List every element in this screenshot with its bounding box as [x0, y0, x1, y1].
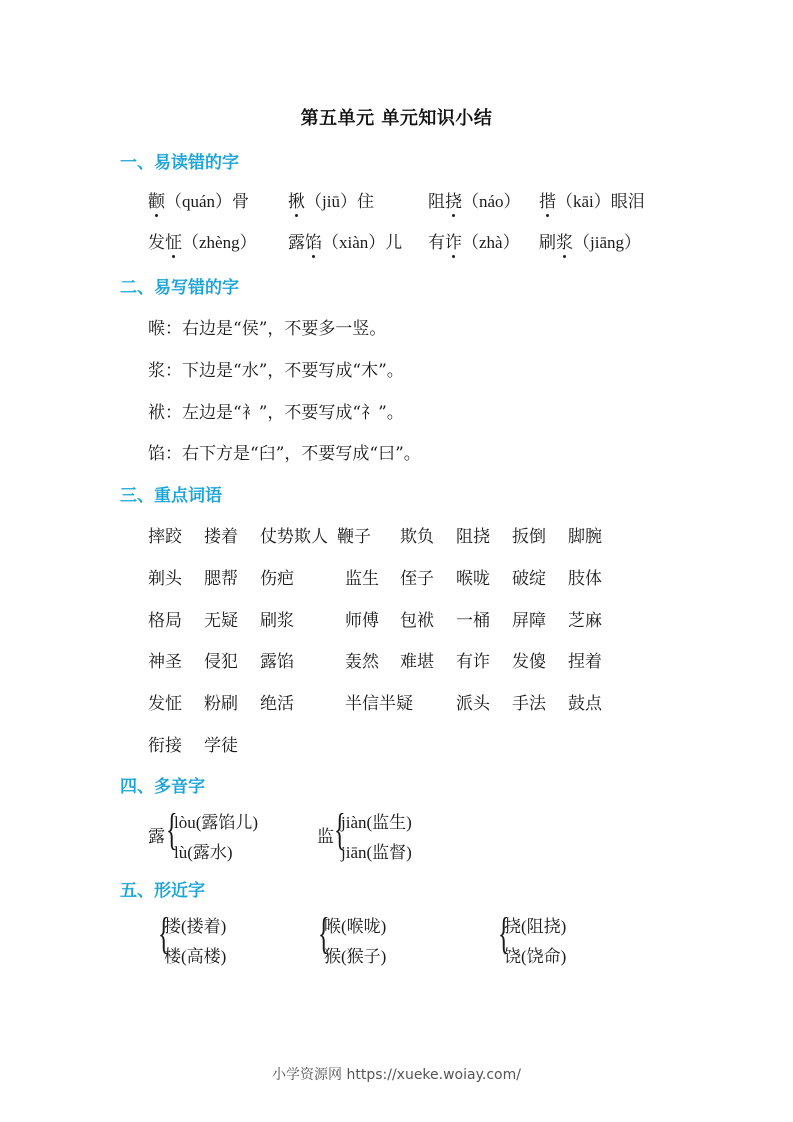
reading-2: lù(露水) — [174, 843, 233, 862]
vocab-word: 格局 — [148, 611, 182, 631]
vocab-word: 脚腕 — [568, 527, 602, 547]
text: 骨 — [232, 192, 250, 212]
section5-heading: 五、形近字 — [120, 881, 205, 901]
vocab-word: 轰然 — [345, 652, 379, 672]
vocab-word: 无疑 — [204, 611, 238, 631]
vocab-word: 肢体 — [568, 569, 602, 589]
dotted-char: 馅 — [305, 228, 322, 253]
reading-2: jiān(监督) — [341, 843, 412, 862]
reading-1: lòu(露馅儿) — [174, 813, 259, 832]
pinyin: （jiū） — [305, 192, 357, 211]
vocab-word: 侵犯 — [204, 652, 238, 672]
vocab-word: 师傅 — [345, 611, 379, 631]
note-line: 馅：右下方是“臼”，不要写成“曰”。 — [148, 444, 421, 464]
pinyin: （náo） — [462, 192, 521, 211]
text: 发 — [148, 233, 165, 253]
vocab-word: 屏障 — [512, 611, 546, 631]
vocab-word: 扳倒 — [512, 527, 546, 547]
vocab-word: 刷浆 — [260, 611, 294, 631]
reading-1: jiàn(监生) — [341, 813, 412, 832]
dotted-char: 挠 — [445, 187, 462, 212]
dotted-char: 颧 — [148, 187, 165, 212]
vocab-word: 手法 — [512, 694, 546, 714]
pinyin: （zhà） — [462, 233, 520, 252]
pinyin-item — [428, 228, 520, 253]
polyphone-char: 露 — [148, 827, 165, 847]
vocab-word: 侄子 — [400, 569, 434, 589]
text: 眼泪 — [610, 192, 645, 212]
pinyin-item — [148, 187, 249, 212]
vocab-word: 腮帮 — [204, 569, 238, 589]
vocab-word: 神圣 — [148, 652, 182, 672]
vocab-word: 粉刷 — [204, 694, 238, 714]
dotted-char: 揪 — [288, 187, 305, 212]
vocab-word: 捏着 — [568, 652, 602, 672]
char-1: 搂(搂着) — [164, 917, 227, 936]
text: 阻 — [428, 192, 445, 212]
vocab-word: 喉咙 — [456, 569, 490, 589]
dotted-char: 揩 — [539, 187, 556, 212]
pinyin-item — [148, 228, 257, 253]
text: 有 — [428, 233, 445, 253]
char-1: 喉(喉咙) — [324, 917, 387, 936]
pinyin-item — [288, 187, 374, 212]
vocab-word: 绝活 — [260, 694, 294, 714]
vocab-word: 监生 — [345, 569, 379, 589]
polyphone-char: 监 — [317, 827, 334, 847]
note-line: 袱：左边是“衤”，不要写成“礻”。 — [148, 403, 404, 423]
dotted-char: 浆 — [556, 228, 573, 253]
note-line: 喉：右边是“侯”，不要多一竖。 — [148, 319, 387, 339]
pinyin-item — [539, 187, 645, 212]
brace-icon: { — [158, 909, 170, 958]
footer-source: 小学资源网 https://xueke.woiay.com/ — [272, 1067, 521, 1083]
vocab-word: 衔接 — [148, 736, 182, 756]
vocab-word: 剃头 — [148, 569, 182, 589]
section2-heading: 二、易写错的字 — [120, 278, 239, 298]
vocab-word: 仗势欺人 — [260, 527, 328, 547]
vocab-word: 阻挠 — [456, 527, 490, 547]
char-2: 饶(饶命) — [504, 947, 567, 966]
dotted-char: 怔 — [165, 228, 182, 253]
pinyin: （quán） — [165, 192, 233, 211]
pinyin-item — [428, 187, 521, 212]
vocab-word: 露馅 — [260, 652, 294, 672]
vocab-word: 一桶 — [456, 611, 490, 631]
pinyin: （zhèng） — [182, 233, 257, 252]
pinyin-item — [288, 228, 402, 253]
vocab-word: 发傻 — [512, 652, 546, 672]
vocab-word: 破绽 — [512, 569, 546, 589]
vocab-word: 派头 — [456, 694, 490, 714]
vocab-word: 鞭子 — [337, 527, 371, 547]
brace-icon: { — [334, 805, 346, 854]
pinyin: （xiàn） — [322, 233, 386, 252]
pinyin: （kāi） — [556, 192, 611, 211]
text: 刷 — [539, 233, 556, 253]
text: 住 — [356, 192, 374, 212]
section1-heading: 一、易读错的字 — [120, 153, 239, 173]
vocab-word: 摔跤 — [148, 527, 182, 547]
vocab-word: 伤疤 — [260, 569, 294, 589]
char-2: 猴(猴子) — [324, 947, 387, 966]
vocab-word: 搂着 — [204, 527, 238, 547]
vocab-word: 半信半疑 — [345, 694, 413, 714]
dotted-char: 诈 — [445, 228, 462, 253]
vocab-word: 欺负 — [400, 527, 434, 547]
vocab-word: 有诈 — [456, 652, 490, 672]
text: 儿 — [385, 233, 403, 253]
section3-heading: 三、重点词语 — [120, 486, 222, 506]
vocab-word: 发怔 — [148, 694, 182, 714]
vocab-word: 难堪 — [400, 652, 434, 672]
char-1: 挠(阻挠) — [504, 917, 567, 936]
brace-icon: { — [166, 805, 178, 854]
section4-heading: 四、多音字 — [120, 777, 205, 797]
char-2: 楼(高楼) — [164, 947, 227, 966]
brace-icon: { — [498, 909, 510, 958]
vocab-word: 芝麻 — [568, 611, 602, 631]
vocab-word: 包袱 — [400, 611, 434, 631]
page-title: 第五单元 单元知识小结 — [300, 108, 493, 129]
pinyin: （jiāng） — [573, 233, 641, 252]
pinyin-item — [539, 228, 641, 253]
note-line: 浆：下边是“水”，不要写成“木”。 — [148, 361, 404, 381]
brace-icon: { — [318, 909, 330, 958]
vocab-word: 学徒 — [204, 736, 238, 756]
text: 露 — [288, 233, 305, 253]
vocab-word: 鼓点 — [568, 694, 602, 714]
